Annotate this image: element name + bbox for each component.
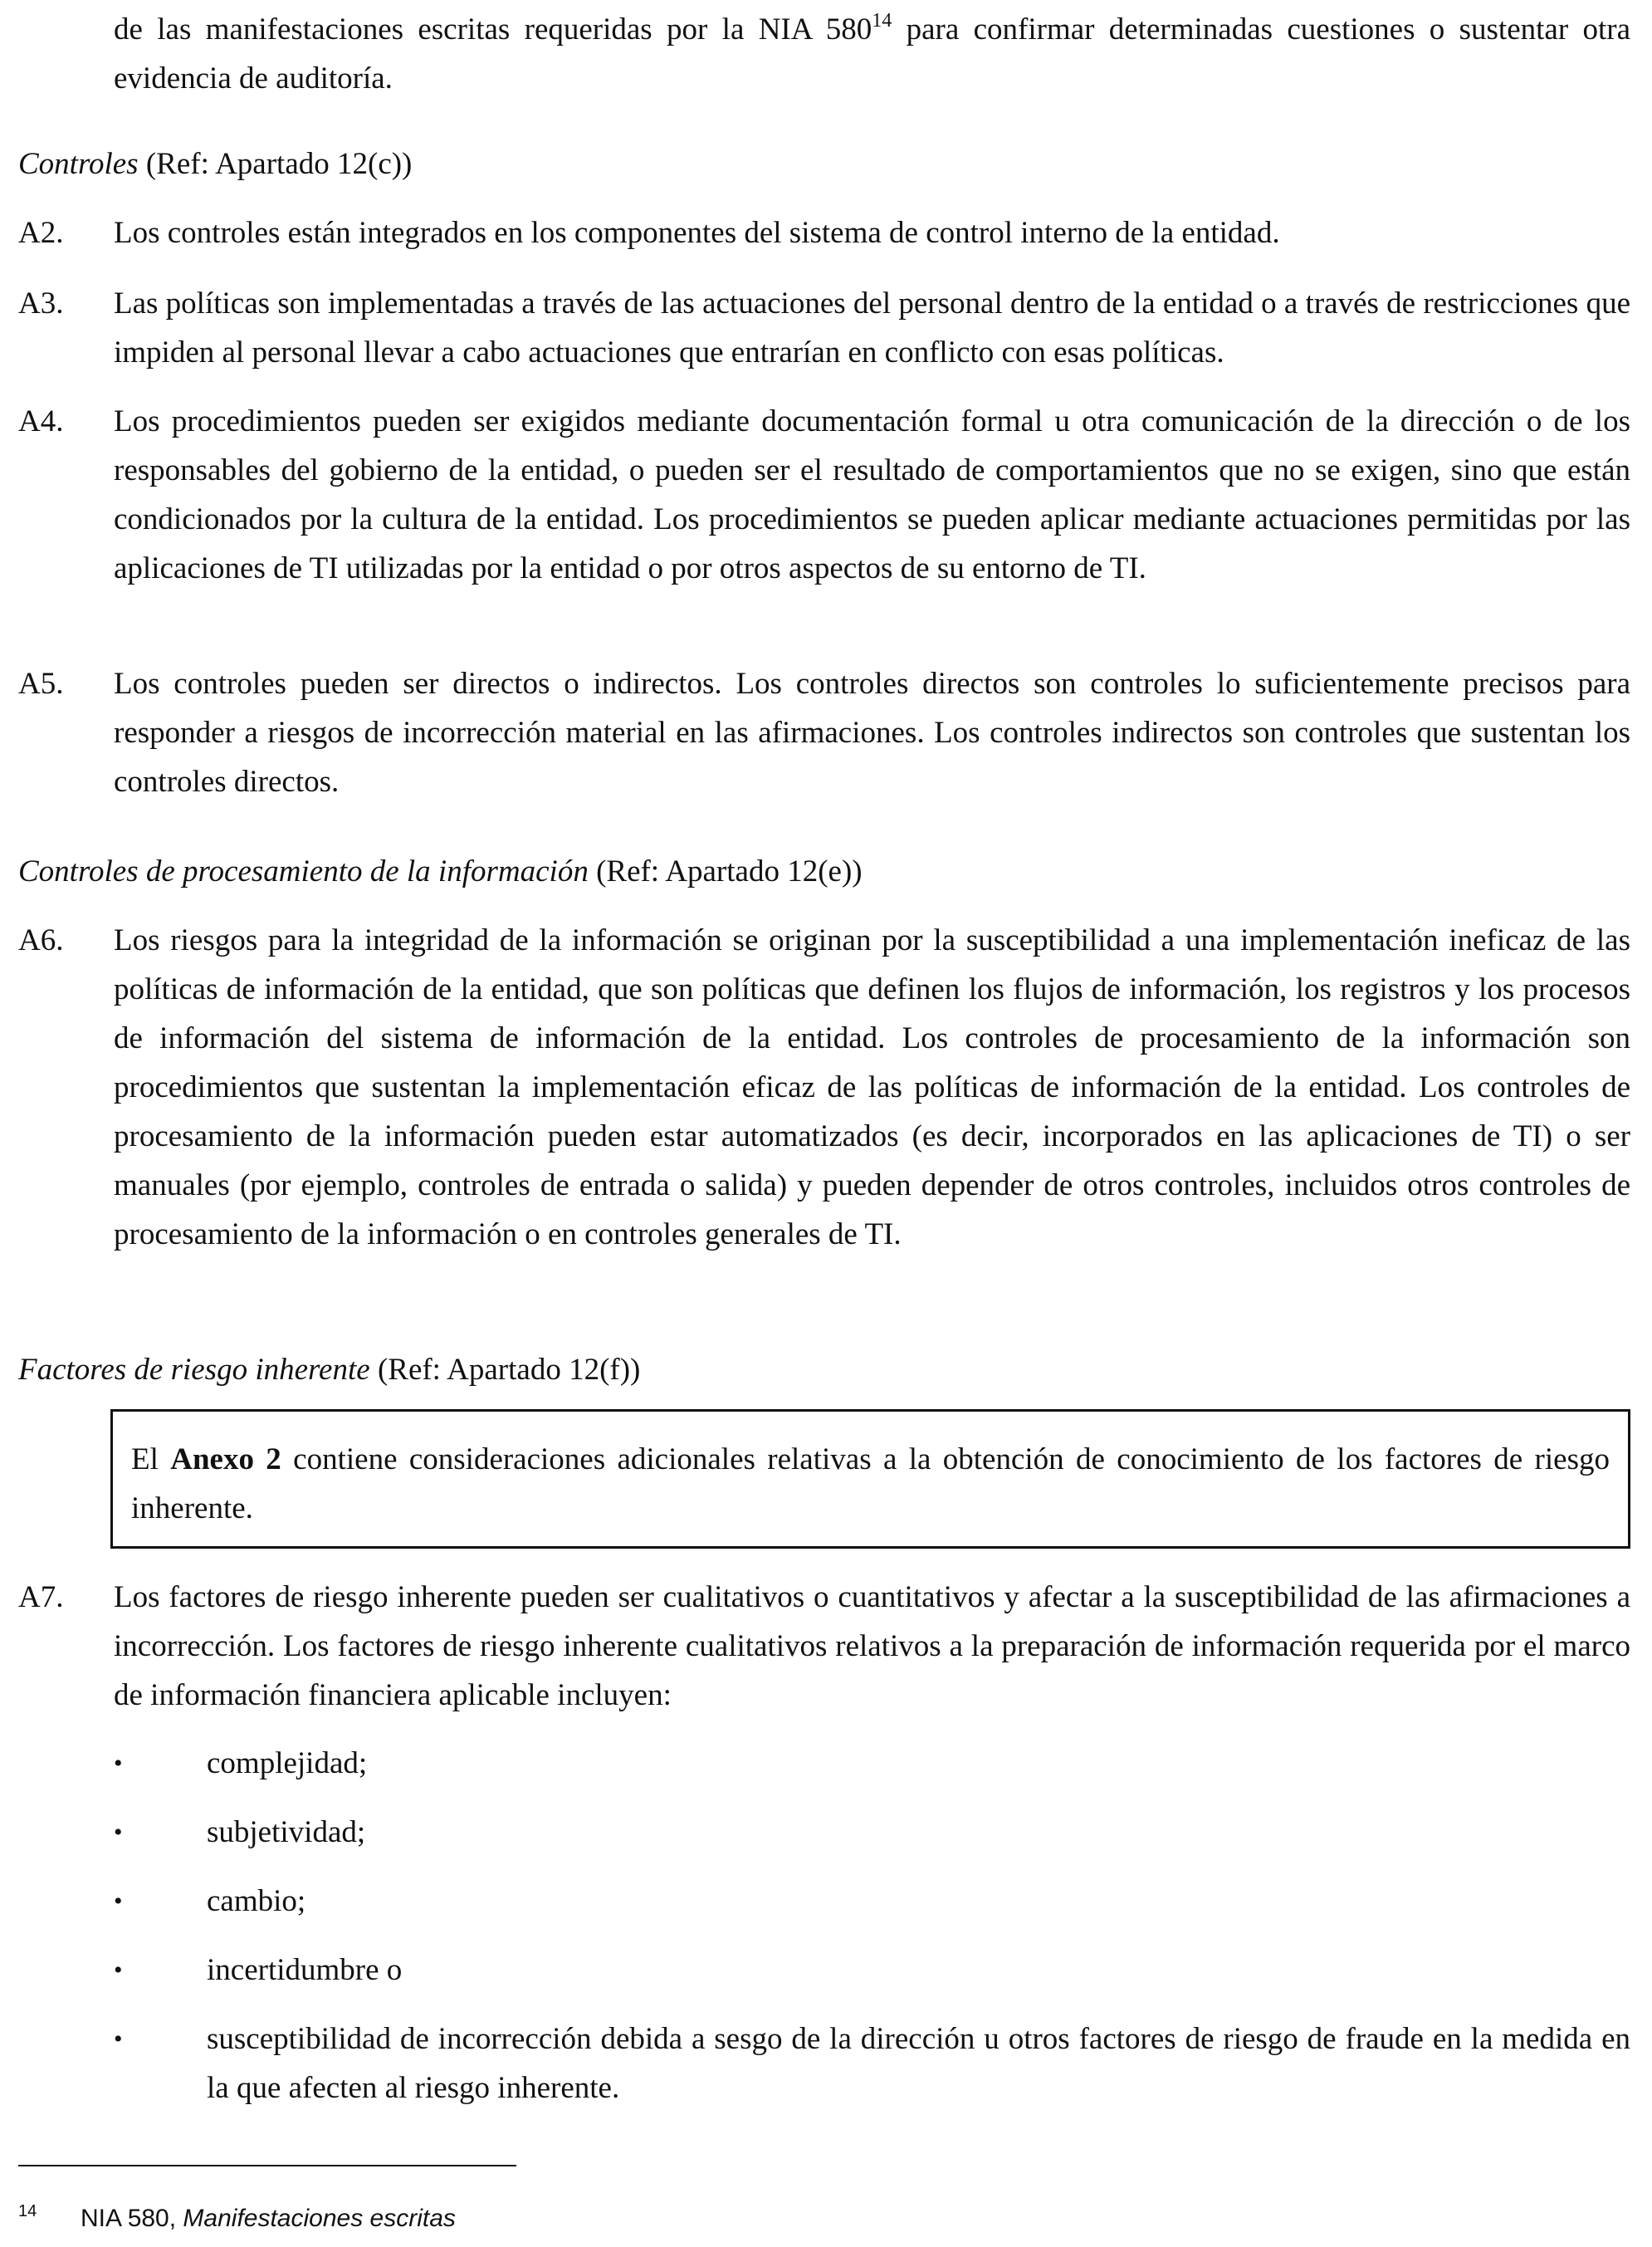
bullet-marker: • (114, 1887, 123, 1915)
intro-text-before: de las manifestaciones escritas requeridas por la NIA 580 (114, 12, 872, 47)
paragraph-text: Las políticas son implementadas a través de las actuaciones del personal dentro de la entidad o a través de restricciones que impiden al personal llevar a cabo actuaciones que entrarían en conflicto con esas políticas. (114, 286, 1630, 370)
paragraph-text: Los controles pueden ser directos o indirectos. Los controles directos son controles lo suficientemente precisos para responder a riesgos de incorrección material en las afirmaciones. Los controles indirectos son controles que sustentan los controles directos. (114, 667, 1630, 799)
bullet-marker: • (114, 1750, 123, 1777)
intro-paragraph (114, 5, 1630, 103)
annex-reference[interactable]: Anexo 2 (170, 1442, 281, 1476)
paragraph-number: A2. (18, 216, 64, 250)
list-item (114, 1877, 1630, 1926)
footnote (18, 2195, 456, 2235)
section-title: Controles (18, 147, 139, 181)
paragraph-a5 (18, 659, 1630, 806)
box-prefix: El (131, 1442, 171, 1476)
paragraph-number: A4. (18, 404, 64, 438)
section-heading-controles-procesamiento (18, 847, 863, 896)
section-heading-controles (18, 140, 412, 188)
list-item-text: incertidumbre o (207, 1953, 403, 1987)
section-heading-factores-riesgo (18, 1345, 640, 1394)
paragraph-text: Los riesgos para la integridad de la información se originan por la susceptibilidad a una implementación ineficaz de las políticas de información de la entidad, que son políticas que definen los flujos de información, los registros y los procesos de información del sistema de información de la entidad. Los controles de procesamiento de la información son procedimientos que sustentan la implementación eficaz de las políticas de información de la entidad. Los controles de procesamiento de la información pueden estar automatizados (es decir, incorporados en las aplicaciones de TI) o ser manuales (por ejemplo, controles de entrada o salida) y pueden depender de otros controles, incluidos otros controles de procesamiento de la información o en controles generales de TI. (114, 923, 1630, 1251)
annex-note-box (110, 1409, 1630, 1549)
paragraph-number: A7. (18, 1580, 64, 1614)
bullet-marker: • (114, 2025, 123, 2053)
list-item-text: complejidad; (207, 1746, 368, 1780)
list-item (114, 1946, 1630, 1995)
paragraph-a7 (18, 1573, 1630, 1720)
footnote-text: NIA 580, (81, 2205, 183, 2232)
paragraph-a2 (18, 208, 1630, 257)
box-suffix: contiene consideraciones adicionales relativas a la obtención de conocimiento de los factores de riesgo inherente. (131, 1442, 1610, 1525)
list-item-text: subjetividad; (207, 1815, 366, 1849)
intro-text-after: para confirmar determinadas cuestiones o sustentar otra evidencia de auditoría. (114, 12, 1630, 95)
paragraph-text: Los controles están integrados en los componentes del sistema de control interno de la entidad. (114, 216, 1280, 250)
paragraph-a6 (18, 916, 1630, 1259)
footnote-title: Manifestaciones escritas (183, 2205, 456, 2232)
list-item (114, 2014, 1630, 2112)
paragraph-number: A5. (18, 667, 64, 701)
paragraph-number: A6. (18, 923, 64, 957)
list-item-text: cambio; (207, 1884, 306, 1918)
paragraph-a4 (18, 397, 1630, 593)
section-ref: (Ref: Apartado 12(c)) (138, 147, 413, 181)
footnote-separator (18, 2165, 516, 2166)
footnote-reference[interactable]: 14 (872, 10, 892, 32)
list-item (114, 1739, 1630, 1788)
section-ref: (Ref: Apartado 12(e)) (588, 854, 863, 889)
footnote-number: 14 (18, 2202, 37, 2220)
bullet-marker: • (114, 1956, 123, 1984)
paragraph-text: Los procedimientos pueden ser exigidos mediante documentación formal u otra comunicación de la dirección o de los responsables del gobierno de la entidad, o pueden ser el resultado de comportamientos que no se exigen, sino que están condicionados por la cultura de la entidad. Los procedimientos se pueden aplicar mediante actuaciones permitidas por las aplicaciones de TI utilizadas por la entidad o por otros aspectos de su entorno de TI. (114, 404, 1630, 585)
section-title: Factores de riesgo inherente (18, 1353, 370, 1387)
list-item-text: susceptibilidad de incorrección debida a sesgo de la dirección u otros factores de riesgo de fraude en la medida en la que afecten al riesgo inherente. (207, 2022, 1630, 2105)
list-item (114, 1808, 1630, 1857)
paragraph-text: Los factores de riesgo inherente pueden ser cualitativos o cuantitativos y afectar a la susceptibilidad de las afirmaciones a incorrección. Los factores de riesgo inherente cualitativos relativos a la preparación de información requerida por el marco de información financiera aplicable incluyen: (114, 1580, 1630, 1712)
section-title: Controles de procesamiento de la información (18, 854, 589, 889)
paragraph-number: A3. (18, 286, 64, 321)
section-ref: (Ref: Apartado 12(f)) (369, 1353, 641, 1387)
bullet-marker: • (114, 1819, 123, 1846)
paragraph-a3 (18, 279, 1630, 377)
